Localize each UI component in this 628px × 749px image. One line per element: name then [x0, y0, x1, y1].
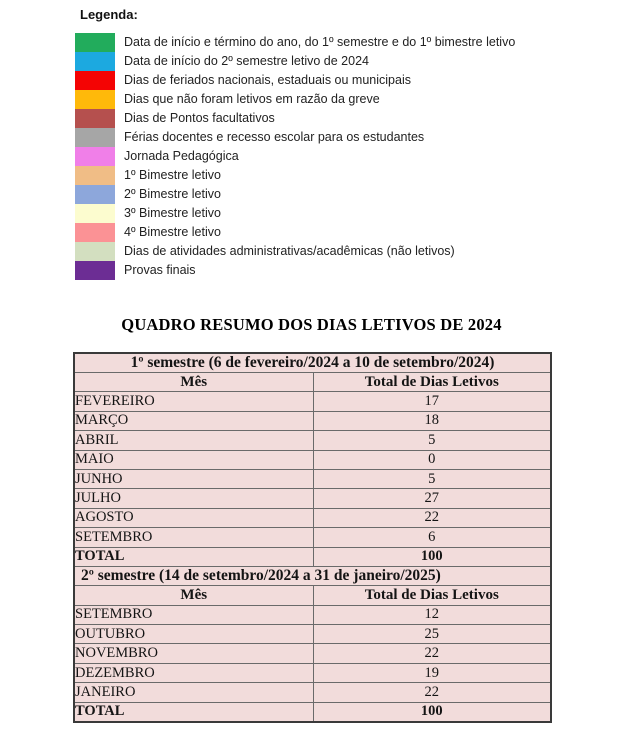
days-cell: 25	[313, 625, 551, 644]
legend-item	[75, 33, 515, 52]
legend-item	[75, 204, 515, 223]
table-row	[74, 683, 551, 702]
month-cell: JULHO	[74, 489, 313, 508]
semester2-total-row	[74, 702, 551, 721]
legend-item-label: Provas finais	[124, 263, 196, 277]
month-cell: DEZEMBRO	[74, 663, 313, 682]
legend-color-swatch	[75, 242, 115, 261]
legend-item-label: Data de início do 2º semestre letivo de 2024	[124, 54, 369, 68]
legend-item-label: 4º Bimestre letivo	[124, 225, 221, 239]
legend-item	[75, 71, 515, 90]
table-row	[74, 528, 551, 547]
legend-item	[75, 109, 515, 128]
month-cell: JANEIRO	[74, 683, 313, 702]
month-cell: ABRIL	[74, 431, 313, 450]
school-days-summary-table	[73, 352, 552, 723]
legend-item-label: Data de início e término do ano, do 1º semestre e do 1º bimestre letivo	[124, 35, 516, 49]
table-row	[74, 625, 551, 644]
legend-color-swatch	[75, 223, 115, 242]
days-cell: 18	[313, 411, 551, 430]
semester1-header: 1º semestre (6 de fevereiro/2024 a 10 de setembro/2024)	[74, 353, 551, 373]
legend-item	[75, 166, 515, 185]
legend-item	[75, 147, 515, 166]
table-row	[74, 431, 551, 450]
month-cell: OUTUBRO	[74, 625, 313, 644]
legend-color-swatch	[75, 71, 115, 90]
legend-title: Legenda:	[80, 7, 138, 22]
column-header-month: Mês	[74, 373, 313, 392]
column-header-total: Total de Dias Letivos	[313, 586, 551, 605]
month-cell: NOVEMBRO	[74, 644, 313, 663]
total-value-cell: 100	[313, 547, 551, 566]
month-cell: JUNHO	[74, 469, 313, 488]
legend-item-label: Dias de atividades administrativas/acadêmicas (não letivos)	[124, 244, 455, 258]
legend-color-swatch	[75, 204, 115, 223]
legend-color-swatch	[75, 90, 115, 109]
month-cell: MAIO	[74, 450, 313, 469]
table-row	[74, 469, 551, 488]
legend-color-swatch	[75, 147, 115, 166]
days-cell: 17	[313, 392, 551, 411]
month-cell: FEVEREIRO	[74, 392, 313, 411]
legend-item	[75, 90, 515, 109]
legend-item	[75, 223, 515, 242]
legend-item	[75, 52, 515, 71]
legend-color-swatch	[75, 261, 115, 280]
month-cell: SETEMBRO	[74, 528, 313, 547]
days-cell: 0	[313, 450, 551, 469]
table-row	[74, 508, 551, 527]
column-header-month: Mês	[74, 586, 313, 605]
legend-color-swatch	[75, 109, 115, 128]
legend-item-label: 3º Bimestre letivo	[124, 206, 221, 220]
days-cell: 19	[313, 663, 551, 682]
legend-item-label: 1º Bimestre letivo	[124, 168, 221, 182]
legend-item-label: Jornada Pedagógica	[124, 149, 239, 163]
days-cell: 22	[313, 508, 551, 527]
days-cell: 27	[313, 489, 551, 508]
table-row	[74, 411, 551, 430]
days-cell: 12	[313, 605, 551, 624]
legend-item	[75, 242, 515, 261]
legend-item-label: Dias que não foram letivos em razão da greve	[124, 92, 380, 106]
legend-color-swatch	[75, 33, 115, 52]
semester2-header: 2º semestre (14 de setembro/2024 a 31 de janeiro/2025)	[74, 566, 551, 585]
days-cell: 22	[313, 683, 551, 702]
table-row	[74, 663, 551, 682]
legend	[75, 33, 515, 280]
legend-color-swatch	[75, 166, 115, 185]
semester2-header-row	[74, 566, 551, 585]
legend-color-swatch	[75, 128, 115, 147]
legend-item-label: Dias de Pontos facultativos	[124, 111, 275, 125]
summary-table-title: QUADRO RESUMO DOS DIAS LETIVOS DE 2024	[121, 315, 502, 334]
legend-item-label: 2º Bimestre letivo	[124, 187, 221, 201]
semester1-total-row	[74, 547, 551, 566]
table-row	[74, 392, 551, 411]
table-row	[74, 489, 551, 508]
days-cell: 6	[313, 528, 551, 547]
legend-item-label: Férias docentes e recesso escolar para os estudantes	[124, 130, 425, 144]
legend-color-swatch	[75, 185, 115, 204]
table-row	[74, 450, 551, 469]
month-cell: MARÇO	[74, 411, 313, 430]
semester1-header-row	[74, 353, 551, 373]
semester2-columns-row	[74, 586, 551, 605]
legend-item	[75, 185, 515, 204]
days-cell: 22	[313, 644, 551, 663]
legend-item	[75, 128, 515, 147]
month-cell: SETEMBRO	[74, 605, 313, 624]
semester1-columns-row	[74, 373, 551, 392]
table-row	[74, 605, 551, 624]
table-row	[74, 644, 551, 663]
legend-item-label: Dias de feriados nacionais, estaduais ou municipais	[124, 73, 411, 87]
column-header-total: Total de Dias Letivos	[313, 373, 551, 392]
total-label-cell: TOTAL	[74, 702, 313, 721]
total-value-cell: 100	[313, 702, 551, 721]
days-cell: 5	[313, 431, 551, 450]
days-cell: 5	[313, 469, 551, 488]
legend-color-swatch	[75, 52, 115, 71]
total-label-cell: TOTAL	[74, 547, 313, 566]
legend-item	[75, 261, 515, 280]
month-cell: AGOSTO	[74, 508, 313, 527]
